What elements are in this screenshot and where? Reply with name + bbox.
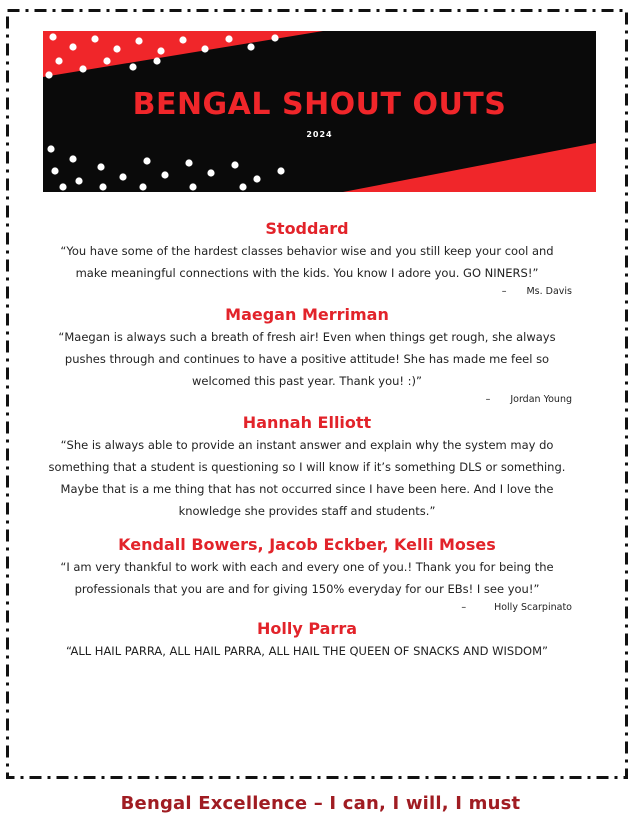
quote-text: “Maegan is always such a breath of fresh air! Even when things get rough, she always pushes through and continues to have a positive attitude! She has made me feel so welcomed this past year. Thank you! :)” [58, 330, 556, 388]
shout-out-entry [38, 412, 576, 522]
polka-dot [59, 183, 66, 190]
polka-dot [75, 177, 82, 184]
polka-dot [201, 45, 208, 52]
recipient-name: Holly Parra [256, 619, 358, 638]
polka-dot [49, 33, 56, 40]
signature-dash: – [501, 286, 507, 297]
polka-dot [271, 34, 278, 41]
signature-author: Jordan Young [510, 394, 572, 405]
polka-dot [135, 37, 142, 44]
polka-dot [91, 35, 98, 42]
quote-text: “She is always able to provide an instant answer and explain why the system may do something that a student is questioning so I will know if it’s something DLS or something. Maybe that is a me thing that has not occurred since I have been here. And I love the knowledge she provides staff and students.” [48, 438, 566, 518]
polka-dot [113, 45, 120, 52]
shout-out-entry [38, 618, 576, 662]
signature-dash: – [485, 394, 491, 405]
signature [38, 284, 576, 300]
shout-out-entry [38, 304, 576, 408]
quote-text: “ALL HAIL PARRA, ALL HAIL PARRA, ALL HAIL THE QUEEN OF SNACKS AND WISDOM” [65, 644, 548, 658]
recipient-name: Kendall Bowers, Jacob Eckber, Kelli Moses [118, 535, 496, 554]
banner-title: BENGAL SHOUT OUTS [132, 87, 507, 122]
signature-author: Ms. Davis [526, 286, 572, 297]
polka-dot [207, 169, 214, 176]
quote-text: “You have some of the hardest classes behavior wise and you still keep your cool and make meaningful connections with the kids. You know I adore you. GO NINERS!” [60, 244, 554, 280]
polka-dot [139, 183, 146, 190]
polka-dot [47, 145, 54, 152]
polka-dot [253, 175, 260, 182]
polka-dot [69, 155, 76, 162]
recipient-name: Stoddard [265, 219, 349, 238]
polka-dot [179, 36, 186, 43]
shout-out-list [38, 218, 576, 662]
polka-dot [239, 183, 246, 190]
recipient-name: Maegan Merriman [225, 305, 389, 324]
polka-dot [143, 157, 150, 164]
polka-dot [185, 159, 192, 166]
polka-dot [97, 163, 104, 170]
signature-dash: – [461, 602, 467, 613]
polka-dot [247, 43, 254, 50]
quote-text: “I am very thankful to work with each and every one of you.! Thank you for being the professionals that you are and for giving 150% everyday for our EBs! I see you!” [60, 560, 554, 596]
polka-dot [189, 183, 196, 190]
polka-dot [69, 43, 76, 50]
shout-out-entry [38, 218, 576, 300]
signature [38, 392, 576, 408]
polka-dot [99, 183, 106, 190]
polka-dot [153, 57, 160, 64]
polka-dot [51, 167, 58, 174]
polka-dot [157, 47, 164, 54]
polka-dot [45, 71, 52, 78]
header-banner [43, 31, 596, 192]
signature-author: Holly Scarpinato [494, 602, 572, 613]
polka-dot [55, 57, 62, 64]
polka-dot [129, 63, 136, 70]
banner-year: 2024 [306, 130, 333, 139]
shout-out-entry [38, 534, 576, 616]
polka-dot [119, 173, 126, 180]
recipient-name: Hannah Elliott [242, 413, 372, 432]
polka-dot [277, 167, 284, 174]
polka-dot [231, 161, 238, 168]
signature [38, 600, 576, 616]
polka-dot [225, 35, 232, 42]
footer-motto: Bengal Excellence – I can, I will, I must [120, 793, 521, 814]
polka-dot [161, 171, 168, 178]
polka-dot [79, 65, 86, 72]
polka-dot [103, 57, 110, 64]
